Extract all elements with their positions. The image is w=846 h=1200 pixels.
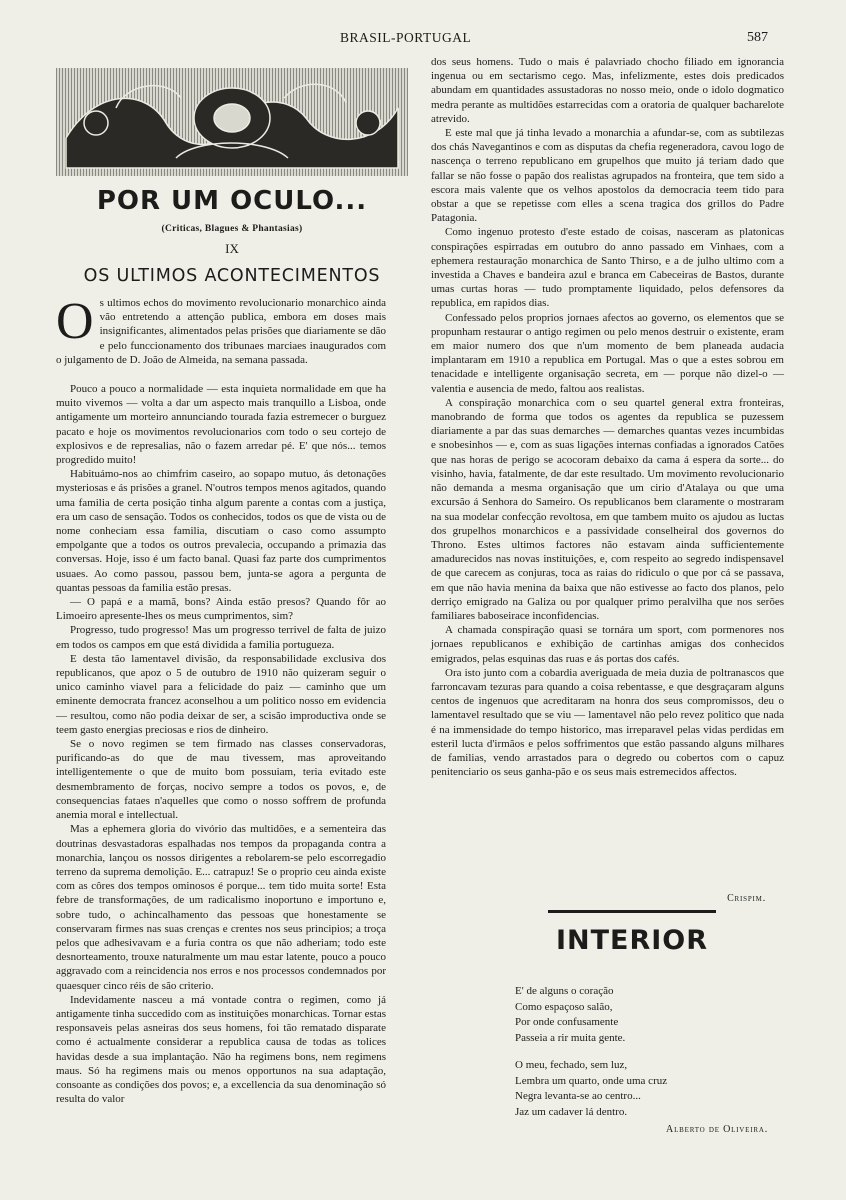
paragraph: Como ingenuo protesto d'este estado de coisas, nasceram as platonicas conspirações espirradas em outubro do anno passado em Vinhaes, com a ephemera restauração monarchica de Santo Thirso, e a de julho ultimo com a investida a Chaves e bandeira azul e branca em Cabeceiras de Bastos, durante umas curtas horas — tudo promptamente liquidado, pelos defensores da republica, em rapidos dias. (431, 226, 784, 310)
poem-line: Por onde confusamente (515, 1016, 619, 1028)
paragraph: Ora isto junto com a cobardia averiguada de meia duzia de poltranascos que farroncavam tezuras para quando a coisa rebentasse, e que desgraçaram alguns centos de ingenuos que acreditaram na honra dos seus compromissos, deu o lamentavel resultado que se viu — lamentavel não pelo revez politico que nada é na immensidade do tempo historico, mas irreparavel pelas vidas perdidas em esteril lucta d'irmãos e pelos soffrimentos que estão passando alguns milhares de familias, vendo arrastados para o degredo ou cobertos com o capuz penitenciario os seus ganha-pão e os seus mais estremecidos affectos. (431, 666, 784, 779)
opening-paragraph-text: s ultimos echos do movimento revolucionario monarchico ainda vão entretendo a attenção publica, embora em doses mais insignificantes, alimentados pelas prisões que diariamente se dão e pelo funccionamento dos tribunaes marciaes inaugurados com o julgamento de D. João de Almeida, na semana passada. (56, 297, 386, 366)
article-signature: Crispim. (727, 893, 766, 904)
poem-stanza (515, 984, 667, 1046)
section-heading: OS ULTIMOS ACONTECIMENTOS (83, 266, 381, 286)
divider-rule (548, 910, 716, 913)
left-column-text (56, 382, 386, 1106)
poem-stanza (515, 1058, 667, 1120)
paragraph: Confessado pelos proprios jornaes afectos ao governo, os elementos que se propunham restaurar o antigo regimen ou pelo menos destruir o existente, eram em maior numero dos que n'um momento de bem planeada audacia implantaram em 1910 a republica em Portugal. Mas o que a estes sobrou em tenacidade e intelligente organisação secreta, em — porque não dizel-o — valentia e ausencia de medo, faltou aos realistas. (431, 311, 784, 395)
paragraph: Indevidamente nasceu a má vontade contra o regimen, como já antigamente tinha succedido com as instituições monarchicas. Tornar estas responsaveis pelas asneiras dos seus homens, foi tão rematado disparate como é actualmente considerar a republica causa de todas as tolices havidas desde a sua implantação. Não ha regimens bons, nem regimens maus. Só ha regimens mais ou menos opportunos na sua adaptação, consoante as condições dos povos; e, a excellencia da sua denominação só resulta do valor (56, 993, 386, 1106)
ornamental-banner-image (56, 68, 408, 176)
poem-line: Negra levanta-se ao centro... (515, 1090, 641, 1102)
poem-line: Jaz um cadaver lá dentro. (515, 1105, 628, 1118)
opening-paragraph (56, 293, 386, 367)
right-column-text (431, 55, 784, 779)
poem-line: Como espaçoso salão, (515, 1000, 613, 1013)
poem-title: INTERIOR (555, 925, 709, 956)
poem-author: Alberto de Oliveira. (666, 1124, 768, 1135)
page-number: 587 (747, 30, 768, 45)
paragraph: — O papá e a mamã, bons? Ainda estão presos? Quando fôr ao Limoeiro apresente-lhes os meus cumprimentos, sim? (56, 596, 386, 623)
paragraph: E este mal que já tinha levado a monarchia a afundar-se, com as subtilezas dos chás Navegantinos e com as disputas da chefia regeneradora, cavou logo de nascença o terreno republicano em grupelhos que muito já teriam dado que fallar se não fosse o papão dos realistas agrupados na fronteira, que tem sido a escora mais valente que os velhos apostolos da democracia teem tido para obstar a que se repetisse com elles a scena tragica dos grillos do Padre Patagonia. (431, 127, 784, 225)
ornament-scroll-icon (56, 68, 408, 176)
poem-line: Lembra um quarto, onde uma cruz (515, 1074, 668, 1087)
paragraph: Se o novo regimen se tem firmado nas classes conservadoras, purificando-as do que de mau tivessem, mas aproveitando intelligentemente o que de muito bom possuiam, teria evitado este desmembramento de forças, nocivo sempre a todos os povos, e, de consequencias fataes n'aquelles que como o nosso soffrem de profunda anemia moral e intellectual. (56, 738, 386, 822)
poem-line: O meu, fechado, sem luz, (515, 1059, 628, 1071)
poem-line: Passeia a rir muita gente. (515, 1031, 626, 1044)
paragraph: Habituámo-nos ao chimfrim caseiro, ao sopapo mutuo, ás detonações mysteriosas e ás prisões a granel. N'outros tempos menos agitados, quando uma familia de certa posição tinha algum parente a contas com a justiça, era um caso de sensação. Todos os conhecidos, todos os que de vista ou de nome conheciam essa familia, discutiam o caso como assumpto empolgante que a todos os outros prevalecia, occupando a primazia das conversas. Hoje, isso é um facto banal. Quasi faz parte dos cumprimentos usuaes. Ao como passou, passou bem, junta-se agora a pergunta de quantas pessoas da familia estão presas. (56, 468, 386, 594)
article-title: POR UM OCULO... (96, 186, 368, 216)
poem-line: E' de alguns o coração (515, 985, 614, 997)
paragraph: Progresso, tudo progresso! Mas um progresso terrivel de falta de juizo em todos os campos em que está dividida a familia portugueza. (56, 624, 386, 651)
paragraph: Pouco a pouco a normalidade — esta inquieta normalidade em que ha muito vivemos — volta a dar um aspecto mais tranquillo a Lisboa, onde antigamente um morteiro annunciando tourada fazia estremecer o burguez pacato e hoje os movimentos revolucionarios com todo o seu cortejo de explosivos e de represalias, não o fazem arredar pé. E' que nós... temos progredido muito! (56, 383, 386, 467)
running-title: BRASIL-PORTUGAL (340, 30, 472, 45)
paragraph: E desta tão lamentavel divisão, da responsabilidade exclusiva dos republicanos, que apoz o 5 de outubro de 1910 não quizeram seguir o unico caminho viavel para a felicidade do paiz — caminho que um eminente democrata francez aconselhou a um politico nosso em evidencia — resultou, como não podia deixar de ser, a scisão improductiva onde se teem gasto energias preciosas e rios de dinheiro. (56, 652, 386, 736)
drop-cap: O (56, 293, 94, 350)
article-number: IX (225, 241, 239, 256)
paragraph: Mas a ephemera gloria do vivório das multidões, e a sementeira das doutrinas desvastadoras espalhadas nos tempos da propaganda contra a monarchia, lançou os nossos dirigentes a rebolarem-se pelo escorregadio terreno da suprema demolição. E... catrapuz! Se o proprio ceu ainda existe com as côres dos tempos ominosos é porque... tem tido muita sorte! Esta febre de transformações, de um radicalismo inoportuno e importuno e, sobre tudo, o achincalhamento das pessoas que honestamente se conservaram firmes nas suas crenças e crentes nos seus principios; a troça pelos que adhesivavam e a furia contra os que não adheriam; todo este desnorteamento, trouxe naturalmente um mau estar latente, pouco a pouco aggravado com a reincidencia nos erros e nos processos condemnados por quaesquer cinco réis de são criterio. (56, 823, 386, 992)
paragraph: dos seus homens. Tudo o mais é palavriado chocho filiado em ignorancia ingenua ou em sectarismo cego. Mas, infelizmente, estes dois predicados abundam em quantidades assustadoras no nosso meio, onde o idolo dogmatico medra perante as multidões estarrecidas com a oratoria de qualquer bacharelote atrevido. (431, 56, 784, 125)
paragraph: A conspiração monarchica com o seu quartel general extra fronteiras, manobrando de forma que todos os agentes da republica se puzessem diariamente a par das suas demarches — demarches quantas vezes incumbidas e snobesinhos — e, com as suas ligações internas confiadas a ignorados Catões que nas horas de perigo se acocoram debaixo da cama á espera da sorte... do visinho, havia, fatalmente, de dar este resultado. Um movimento revolucionario não demanda a mesma organisação que um cirio d'Atalaya ou que uma excursão á Senhora do Sameiro. Os republicanos bem claramente o mostraram na sua modelar confecção revoltosa, em que tambem muito os ajudou as luctas dos grupelhos monarchicos e a passividade conselheiral dos governos do Throno. Estes ultimos factores não estavam ainda sufficientemente amadurecidos nas novas instituições, e, com respeito ao segredo indispensavel de que carecem as conjuras, toca as raias do ridiculo o que por cá se passava, em que não havia menina da baixa que não estivesse ao facto dos planos, pelo derriço emigrado na Galiza ou por qualquer primo peralvilha que nos serões familiares baboseirace inconfidencias. (431, 396, 784, 622)
paragraph: A chamada conspiração quasi se tornára um sport, com pormenores nos jornaes republicanos e exhibição de cartinhas amigas dos conhecidos emigrados, pelas esquinas das ruas e ás portas dos cafés. (431, 624, 784, 665)
article-subtitle: (Criticas, Blagues & Phantasias) (161, 224, 303, 234)
poem-body (515, 984, 667, 1132)
